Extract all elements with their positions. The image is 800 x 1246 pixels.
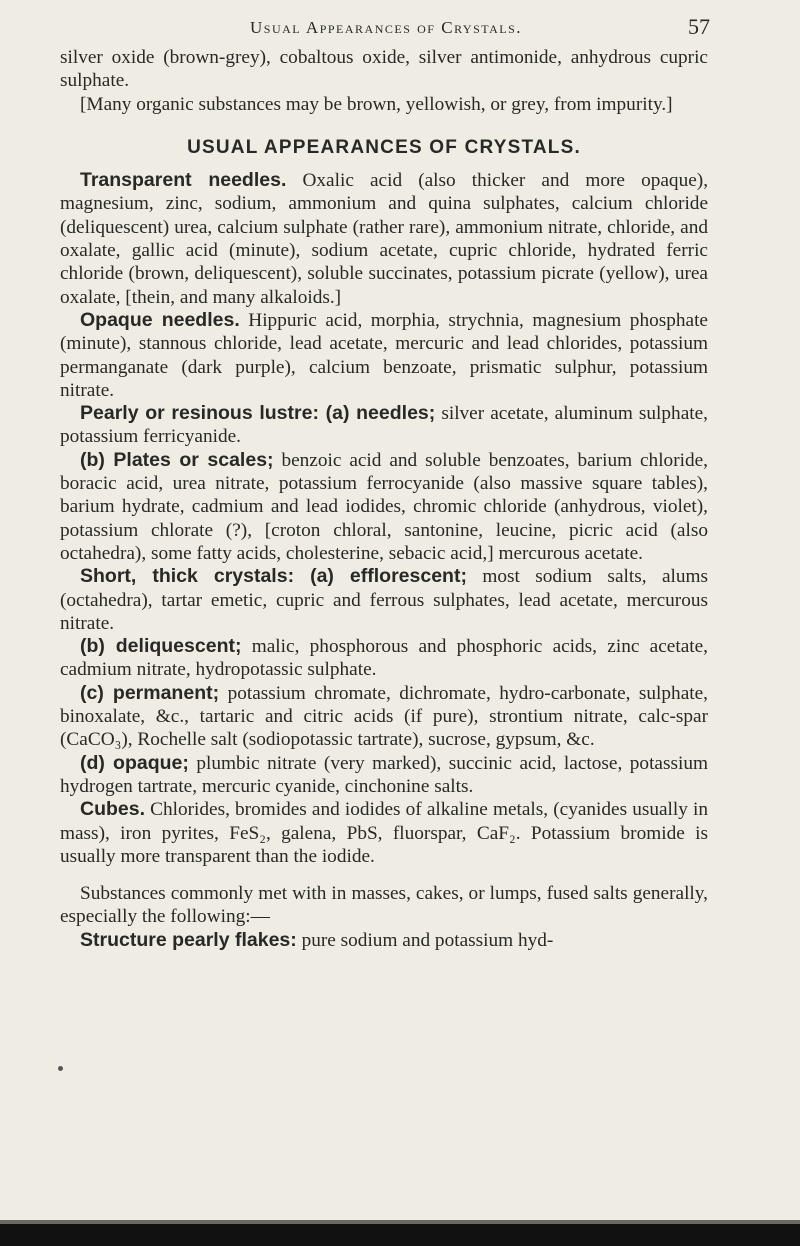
entry-heading: Cubes.: [80, 798, 146, 821]
entry-text: plumbic nitrate (very marked), succinic acid, lactose, potassium hydrogen tartrate, mercuric cyanide, cinchonine salts.: [60, 752, 708, 797]
entry-text: Hippuric acid, morphia, strychnia, magnesium phosphate (minute), stannous chloride, lead acetate, mercuric and lead chlorides, potassium permanganate (dark purple), calcium benzoate, prismatic sulphur, potassium nitrate.: [60, 309, 708, 401]
page-bottom-edge: [0, 1224, 800, 1246]
entry-paragraph: [60, 449, 708, 565]
entry-text: benzoic acid and soluble benzoates, barium chloride, boracic acid, urea nitrate, potassium ferrocyanide (also massive square tables), barium hydrate, cadmium and lead iodides, chromic chloride (anhydrous, violet), potassium chlorate (?), [croton chloral, santonine, leucine, picric acid (also octahedra), some fatty acids, cholesterine, sebacic acid,] mercurous acetate.: [60, 449, 708, 564]
entry-paragraph: [60, 565, 708, 635]
entry-text: potassium chromate, dichromate, hydro-carbonate, sulphate, binoxalate, &c., tartaric and citric acids (if pure), strontium nitrate, calc-spar (CaCO₃), Rochelle salt (sodiopotassic tartrate), sucrose, gypsum, &c.: [60, 682, 708, 751]
entry-paragraph: [60, 169, 708, 309]
running-header: [100, 14, 710, 44]
entry-heading: Structure pearly flakes:: [80, 928, 297, 951]
entry-text: Oxalic acid (also thicker and more opaque), magnesium, zinc, sodium, ammonium and quina sulphates, calcium chloride (deliquescent) urea, calcium sulphate (rather rare), ammonium nitrate, chloride, and oxalate, gallic acid (minute), sodium acetate, cupric chloride, hydrated ferric chloride (brown, deliquescent), soluble succinates, potassium picrate (yellow), urea oxalate, [thein, and many alkaloids.]: [60, 170, 709, 308]
entry-paragraph: [60, 929, 708, 952]
entry-text: most sodium salts, alums (octahedra), tartar emetic, cupric and ferrous sulphates, lead acetate, mercurous nitrate.: [60, 566, 708, 634]
entry-text: Chlorides, bromides and iodides of alkaline metals, (cyanides usually in mass), iron pyrites, FeS₂, galena, PbS, fluorspar, CaF₂. Potassium bromide is usually more transparent than the iodide.: [60, 799, 708, 867]
entry-heading: (b) Plates or scales;: [80, 448, 274, 471]
entry-paragraph: [60, 402, 708, 449]
entry-heading: Opaque needles.: [80, 308, 240, 331]
entry-heading: (d) opaque;: [80, 751, 189, 774]
paragraph: [Many organic substances may be brown, yellowish, or grey, from impurity.]: [80, 93, 673, 115]
entry-paragraph: [60, 752, 708, 799]
page-body: [60, 46, 708, 952]
page-number: 57: [688, 14, 710, 39]
ink-spot: [58, 1066, 63, 1071]
paragraph: silver oxide (brown-grey), cobaltous oxide, silver antimonide, anhydrous cupric sulphate.: [60, 47, 708, 92]
entry-paragraph: [60, 309, 708, 402]
closing-paragraph: Substances commonly met with in masses, cakes, or lumps, fused salts generally, especially the following:—: [60, 883, 708, 928]
entry-heading: Short, thick crystals: (a) efflorescent;: [80, 565, 467, 588]
entry-text: silver acetate, aluminum sulphate, potassium ferricyanide.: [60, 403, 708, 448]
entry-heading: Transparent needles.: [80, 169, 287, 192]
entry-text: pure sodium and potassium hyd-: [296, 929, 554, 951]
section-title: USUAL APPEARANCES OF CRYSTALS.: [187, 136, 581, 158]
entry-paragraph: [60, 682, 708, 752]
running-title: Usual Appearances of Crystals.: [250, 18, 523, 37]
entry-heading: Pearly or resinous lustre: (a) needles;: [80, 402, 436, 425]
entry-heading: (c) permanent;: [80, 681, 220, 704]
entry-paragraph: [60, 798, 708, 868]
entry-paragraph: [60, 635, 708, 682]
entry-text: malic, phosphorous and phosphoric acids, zinc acetate, cadmium nitrate, hydropotassic sulphate.: [60, 636, 708, 681]
entry-heading: (b) deliquescent;: [80, 635, 242, 658]
